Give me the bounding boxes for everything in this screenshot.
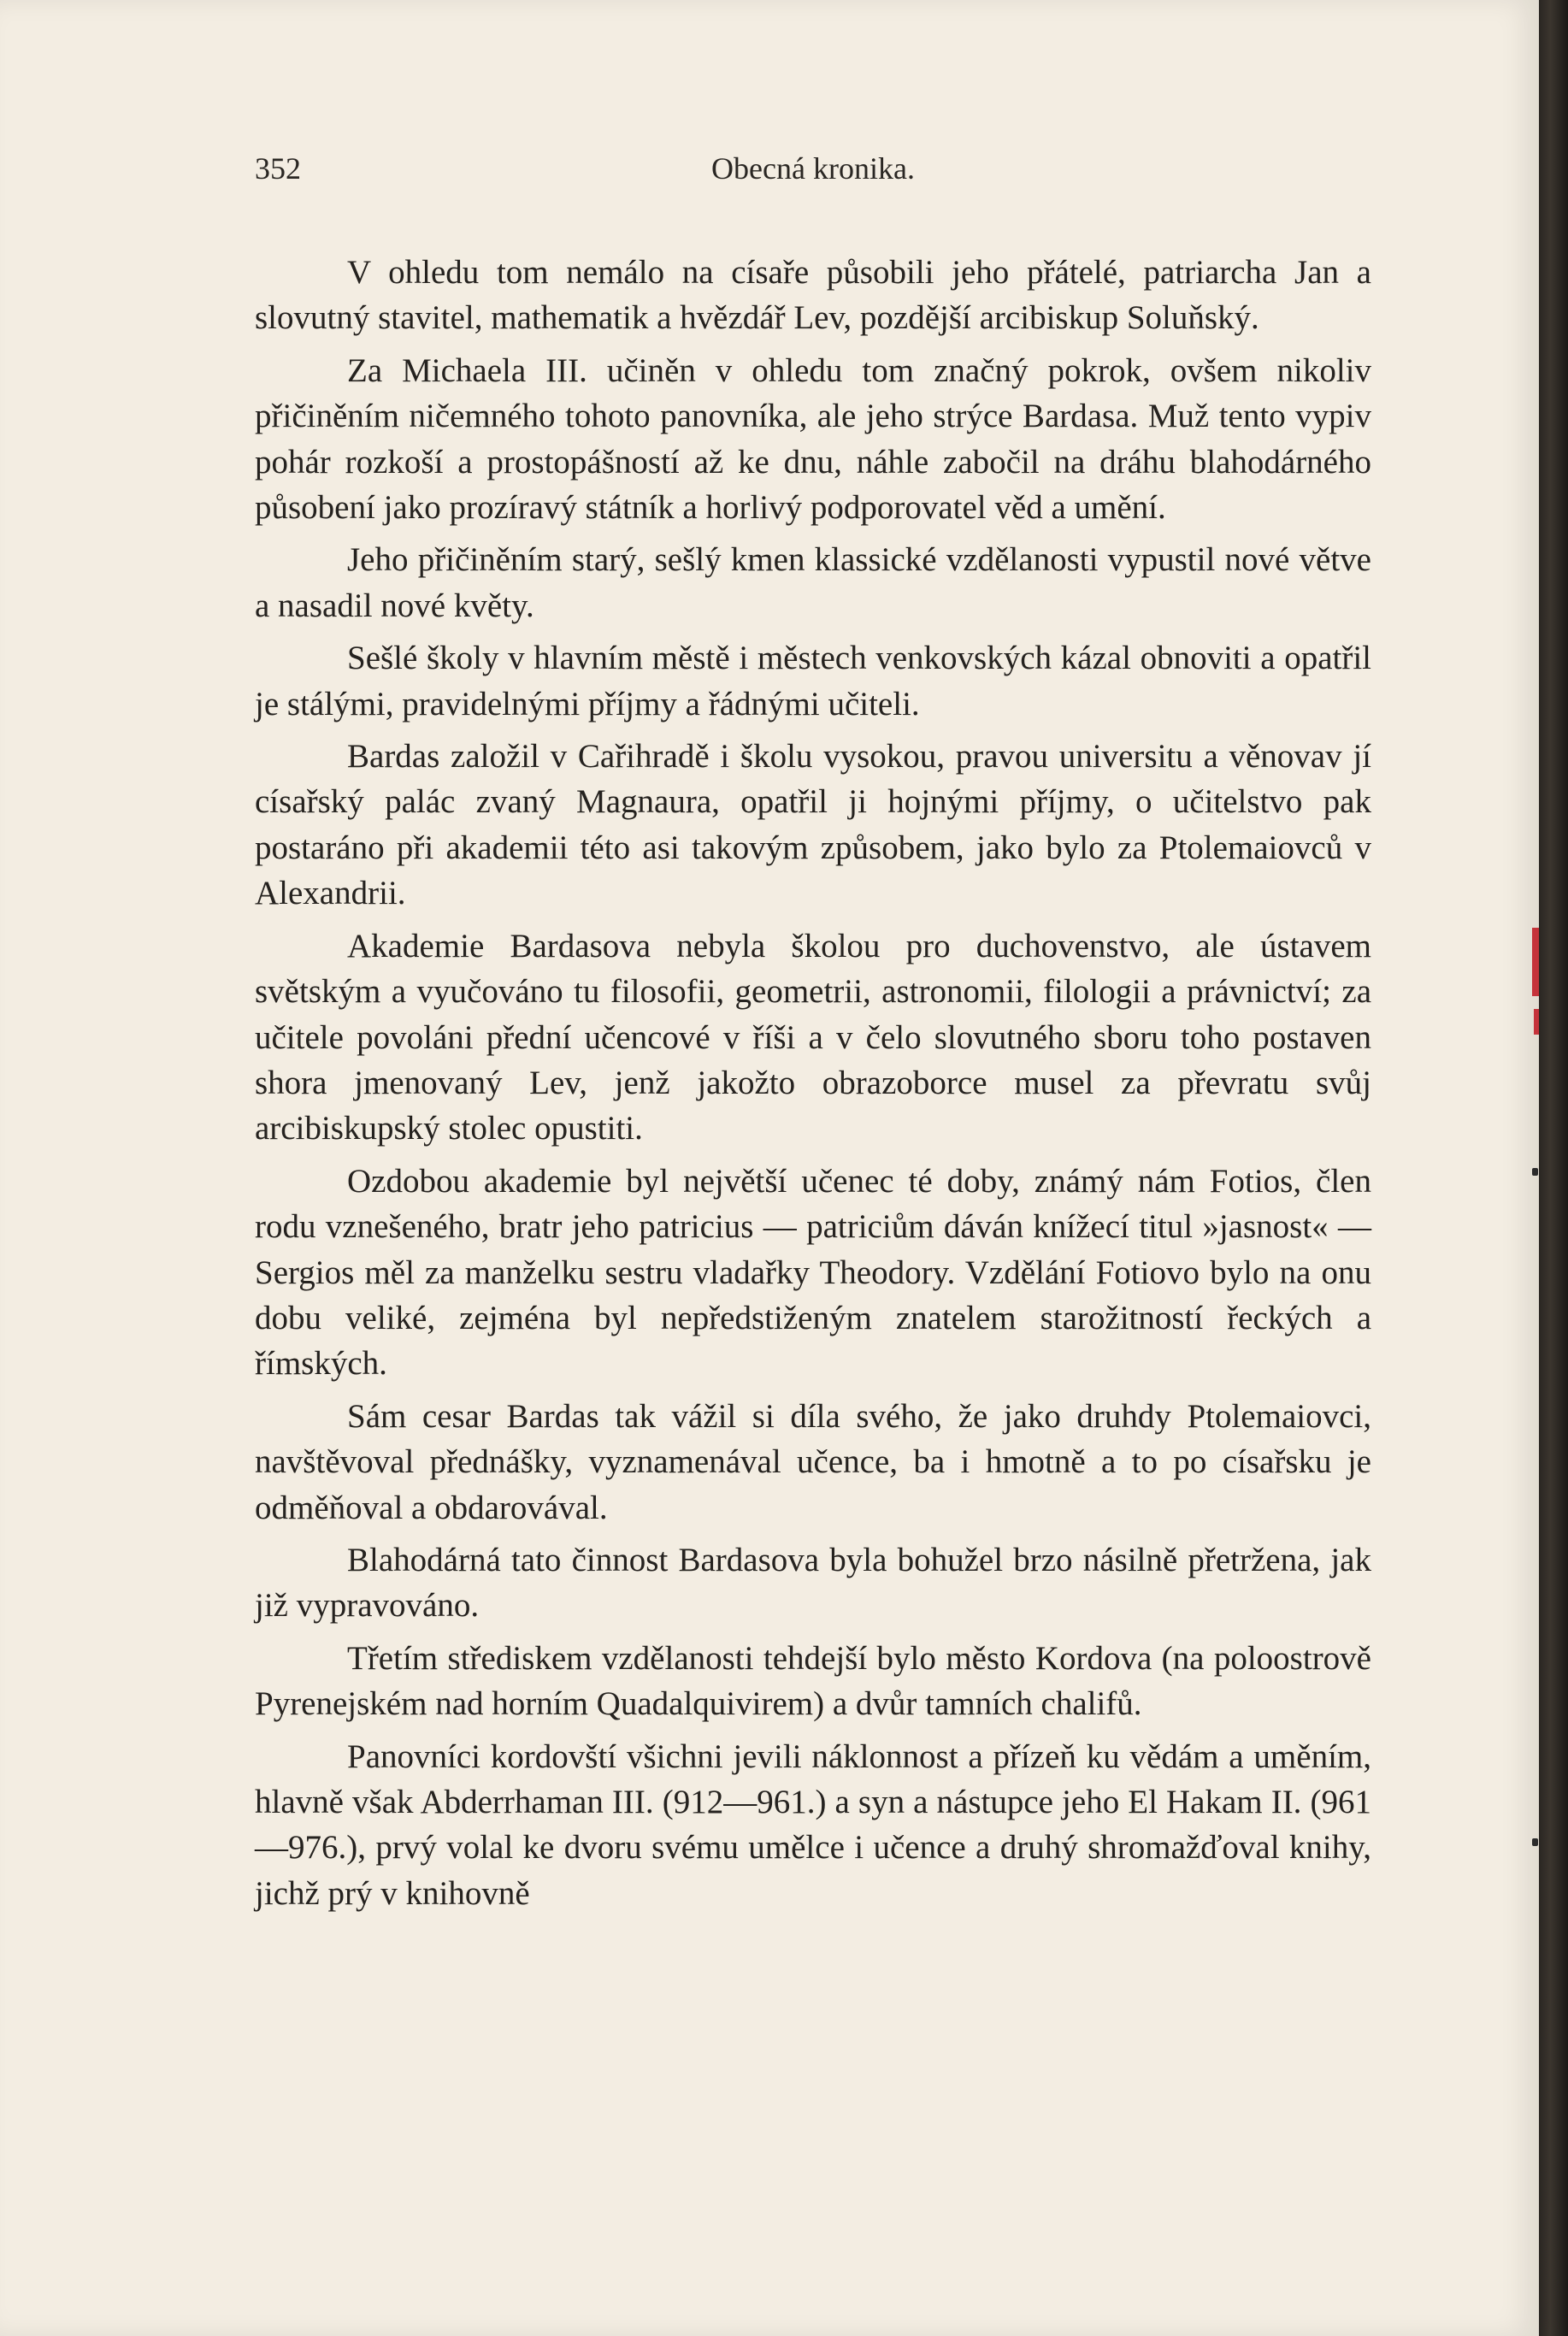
paragraph: Panovníci kordovští všichni jevili náklonnost a přízeň ku vědám a uměním, hlavně však Abderrhaman III. (912—961.) a syn a nástupce jeho El Hakam II. (961—976.), prvý volal ke dvoru svému umělce i učence a druhý shromažďoval knihy, jichž prý v knihovně <box>255 1737 1371 1912</box>
page-number: 352 <box>255 151 301 186</box>
margin-speck <box>1532 1168 1538 1176</box>
margin-speck <box>1532 1838 1538 1846</box>
paragraph: Jeho přičiněním starý, sešlý kmen klassické vzdělanosti vypustil nové větve a nasadil nové květy. <box>255 541 1371 624</box>
paragraph: Ozdobou akademie byl největší učenec té doby, známý nám Fotios, člen rodu vznešeného, bratr jeho patricius — patriciům dáván knížecí titul »jasnost« — Sergios měl za manželku sestru vladařky Theodory. Vzdělání Fotiovo bylo na onu dobu veliké, zejména byl nepředstiženým znatelem starožitností řeckých a římských. <box>255 1162 1371 1383</box>
paragraph: Třetím střediskem vzdělanosti tehdejší bylo město Kordova (na poloostrově Pyrenejském nad horním Quadalquivirem) a dvůr tamních chalifů. <box>255 1639 1371 1723</box>
paragraph: Blahodárná tato činnost Bardasova byla bohužel brzo násilně přetržena, jak již vypravováno. <box>255 1541 1371 1625</box>
page-body <box>255 250 1371 1923</box>
paragraph: Bardas založil v Cařihradě i školu vysokou, pravou universitu a věnovav jí císařský palác zvaný Magnaura, opatřil ji hojnými příjmy, o učitelstvo pak postaráno při akademii této asi takovým způsobem, jako bylo za Ptolemaiovců v Alexandrii. <box>255 738 1371 912</box>
paragraph: V ohledu tom nemálo na císaře působili jeho přátelé, patriarcha Jan a slovutný stavitel, mathematik a hvězdář Lev, pozdější arcibiskup Soluňský. <box>255 254 1371 337</box>
page-header <box>255 150 1371 193</box>
book-binding-edge <box>1539 0 1568 2336</box>
running-title: Obecná kronika. <box>711 151 915 186</box>
paragraph: Sešlé školy v hlavním městě i městech venkovských kázal obnoviti a opatřil je stálými, pravidelnými příjmy a řádnými učiteli. <box>255 640 1371 723</box>
red-margin-mark <box>1532 928 1539 996</box>
paragraph: Za Michaela III. učiněn v ohledu tom značný pokrok, ovšem nikoliv přičiněním ničemného tohoto panovníka, ale jeho strýce Bardasa. Muž tento vypiv pohár rozkoší a prostopášností až ke dnu, náhle zabočil na dráhu blahodárného působení jako prozíravý státník a horlivý podporovatel věd a umění. <box>255 351 1371 527</box>
paragraph: Akademie Bardasova nebyla školou pro duchovenstvo, ale ústavem světským a vyučováno tu filosofii, geometrii, astronomii, filologii a právnictví; za učitele povoláni přední učencové v říši a v čelo slovutného sboru toho postaven shora jmenovaný Lev, jenž jakožto obrazoborce musel za převratu svůj arcibiskupský stolec opustiti. <box>255 927 1371 1147</box>
paragraph: Sám cesar Bardas tak vážil si díla svého, že jako druhdy Ptolemaiovci, navštěvoval přednášky, vyznamenával učence, ba i hmotně a to po císařsku je odměňoval a obdarovával. <box>255 1397 1371 1526</box>
